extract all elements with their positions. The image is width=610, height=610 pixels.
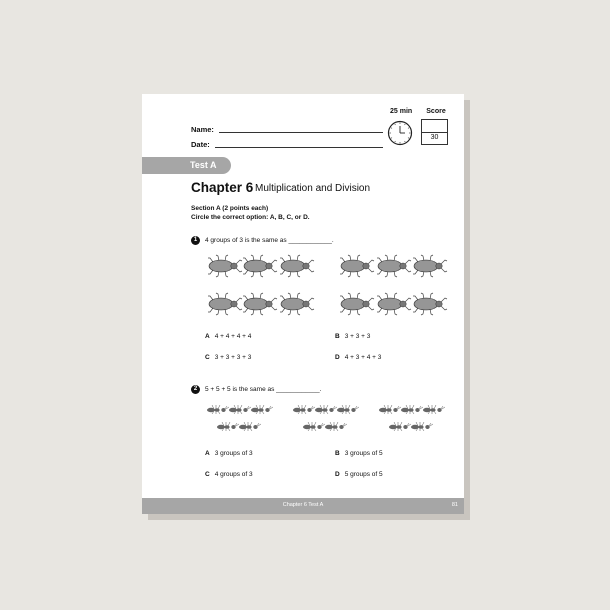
- name-label: Name:: [191, 125, 214, 134]
- page-footer: [142, 498, 464, 514]
- section-heading: Section A (2 points each): [191, 205, 269, 212]
- question-2-prompt: 5 + 5 + 5 is the same as ____________.: [205, 386, 322, 393]
- question-1-number: 1: [191, 236, 200, 245]
- beetle-illustration: [142, 94, 464, 514]
- chapter-number: Chapter 6: [191, 180, 254, 195]
- page-number: 81: [451, 502, 458, 508]
- worksheet-page: [142, 94, 464, 514]
- beetle-group-right: [340, 255, 447, 315]
- beetle-group-left: [208, 255, 314, 315]
- question-1-option-a[interactable]: A 4 + 4 + 4 + 4: [205, 333, 252, 340]
- date-label: Date:: [191, 140, 210, 149]
- score-total: 30: [430, 134, 439, 141]
- question-2-option-c[interactable]: C 4 groups of 3: [205, 471, 253, 478]
- question-1-option-d[interactable]: D 4 + 3 + 4 + 3: [335, 354, 382, 361]
- score-label: Score: [426, 108, 446, 115]
- chapter-title: Multiplication and Division: [255, 183, 371, 194]
- question-1-option-c[interactable]: C 3 + 3 + 3 + 3: [205, 354, 252, 361]
- question-2-option-d[interactable]: D 5 groups of 5: [335, 471, 383, 478]
- question-2-number: 2: [191, 385, 200, 394]
- ant-group-2: [293, 405, 359, 431]
- ant-group-1: [207, 405, 273, 431]
- footer-text: Chapter 6 Test A: [282, 502, 324, 508]
- question-1-option-b[interactable]: B 3 + 3 + 3: [335, 333, 371, 340]
- question-2-option-b[interactable]: B 3 groups of 5: [335, 450, 383, 457]
- question-2-option-a[interactable]: A 3 groups of 3: [205, 450, 253, 457]
- test-tab-label: Test A: [190, 160, 217, 170]
- question-1-prompt: 4 groups of 3 is the same as ____________.: [205, 237, 334, 244]
- ant-group-3: [379, 405, 445, 431]
- section-instruction: Circle the correct option: A, B, C, or D.: [191, 214, 310, 221]
- timer-label: 25 min: [390, 108, 413, 115]
